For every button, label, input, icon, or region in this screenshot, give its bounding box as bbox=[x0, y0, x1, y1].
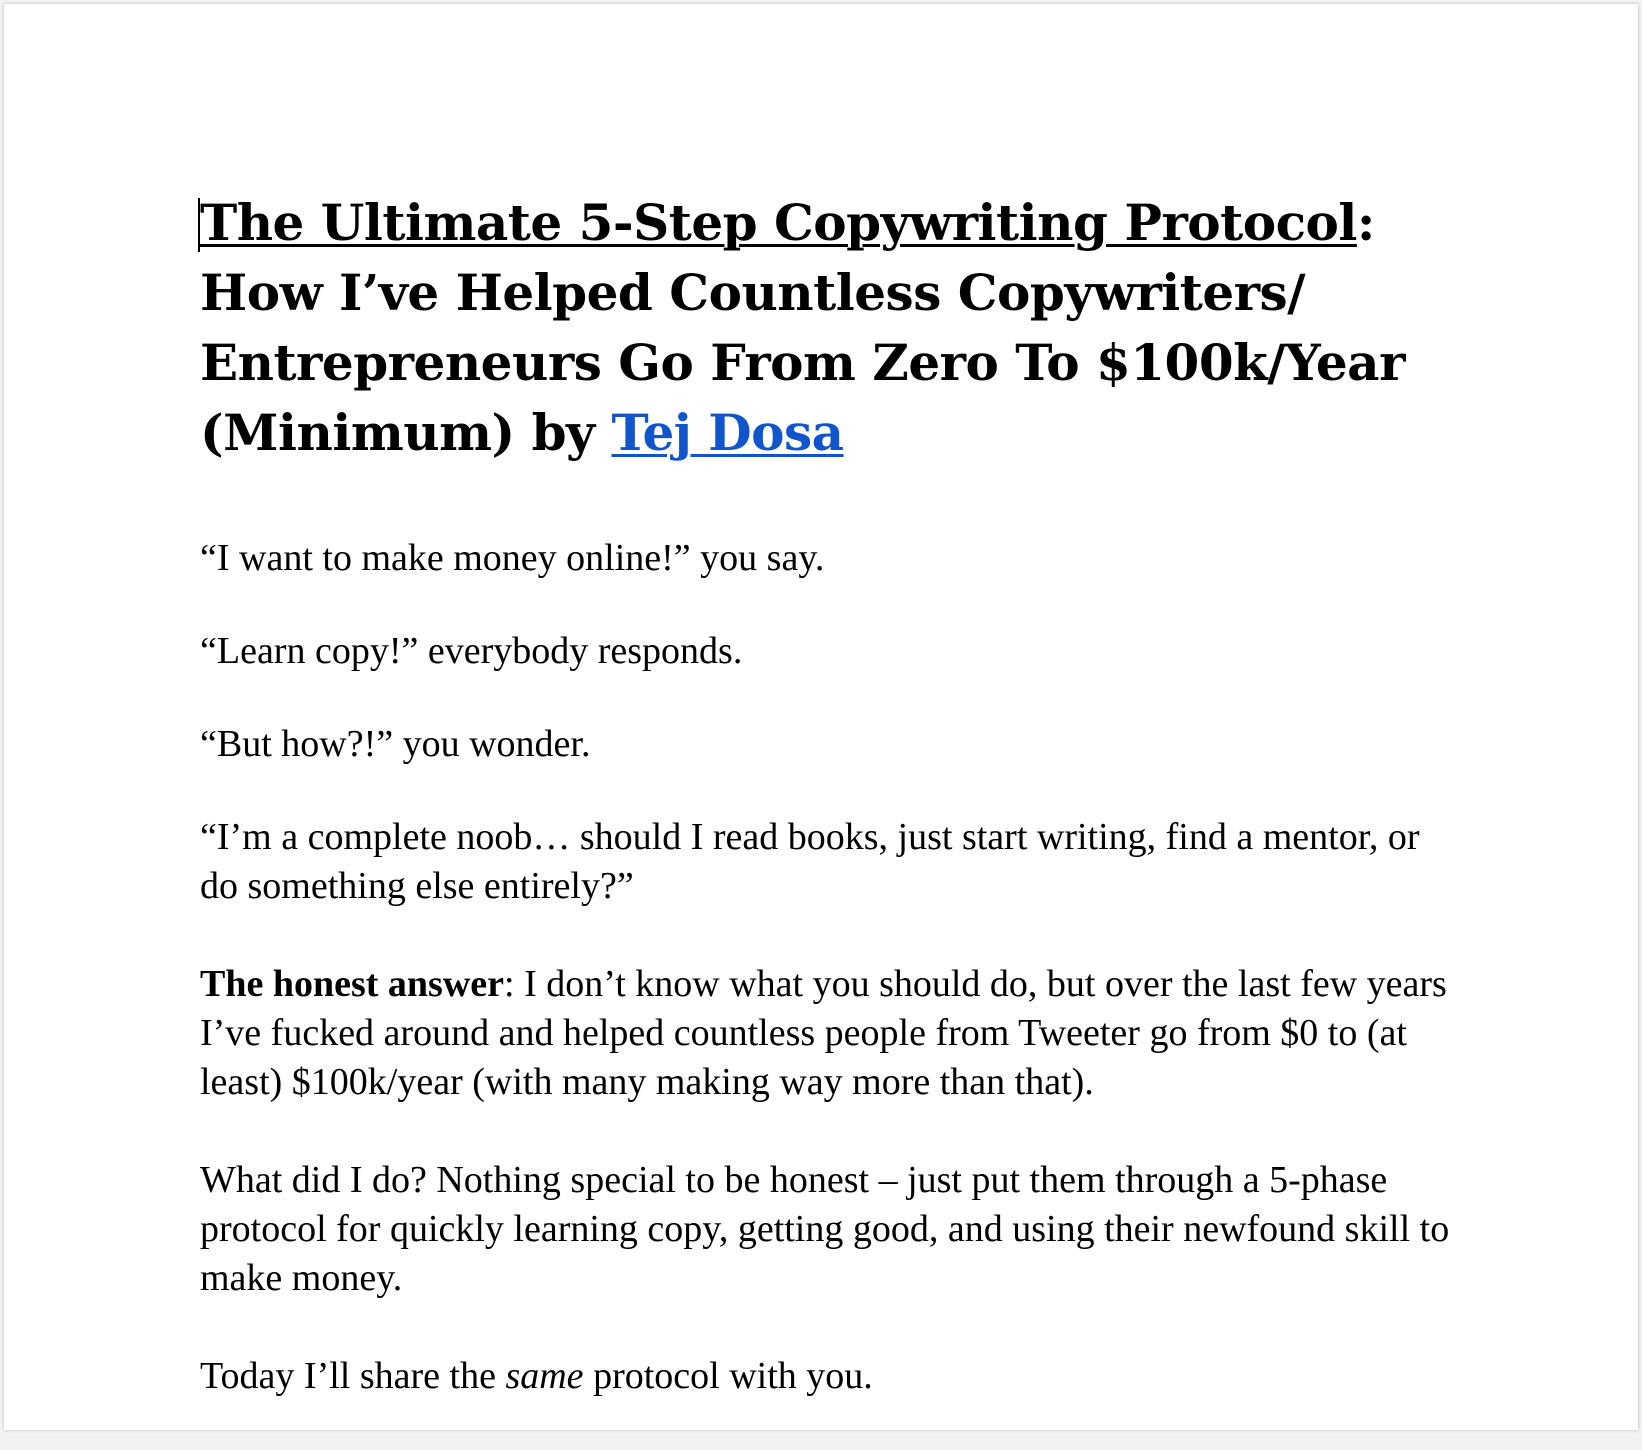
paragraph-1: “I want to make money online!” you say. bbox=[200, 537, 825, 579]
paragraph-5 bbox=[200, 960, 1460, 1107]
paragraph-5-rest: : I don’t know what you should do, but over the last few years I’ve fucked around and helped countless people from Tweeter go from $0 to (at least) $100k/year (with many making way more than that). bbox=[200, 963, 1447, 1103]
paragraph-7-after: protocol with you. bbox=[583, 1355, 873, 1397]
paragraph-7-italic: same bbox=[505, 1355, 584, 1397]
paragraph-7 bbox=[200, 1352, 1460, 1401]
paragraph-7-before: Today I’ll share the bbox=[200, 1355, 506, 1397]
paragraph-3: “But how?!” you wonder. bbox=[200, 723, 591, 765]
paragraph-2: “Learn copy!” everybody responds. bbox=[200, 630, 743, 672]
title-protocol: The Ultimate 5-Step Copywriting Protocol bbox=[200, 193, 1357, 252]
paragraph-5-bold: The honest answer bbox=[200, 963, 505, 1005]
paragraph-6: What did I do? Nothing special to be honest – just put them through a 5-phase protocol for quickly learning copy, getting good, and using their newfound skill to make money. bbox=[200, 1159, 1450, 1299]
text-cursor bbox=[198, 198, 200, 252]
title-subtitle: How I’ve Helped Countless Copywriters/ Entrepreneurs Go From Zero To $100k/Year (Minimum) by bbox=[200, 263, 1405, 462]
document-body bbox=[200, 534, 1460, 1401]
author-link[interactable]: Tej Dosa bbox=[611, 403, 844, 462]
document-content bbox=[200, 188, 1460, 1450]
title-colon: : bbox=[1356, 193, 1375, 252]
paragraph-4: “I’m a complete noob… should I read books, just start writing, find a mentor, or do something else entirely?” bbox=[200, 816, 1420, 907]
document-title bbox=[200, 188, 1460, 468]
document-page bbox=[4, 4, 1638, 1430]
